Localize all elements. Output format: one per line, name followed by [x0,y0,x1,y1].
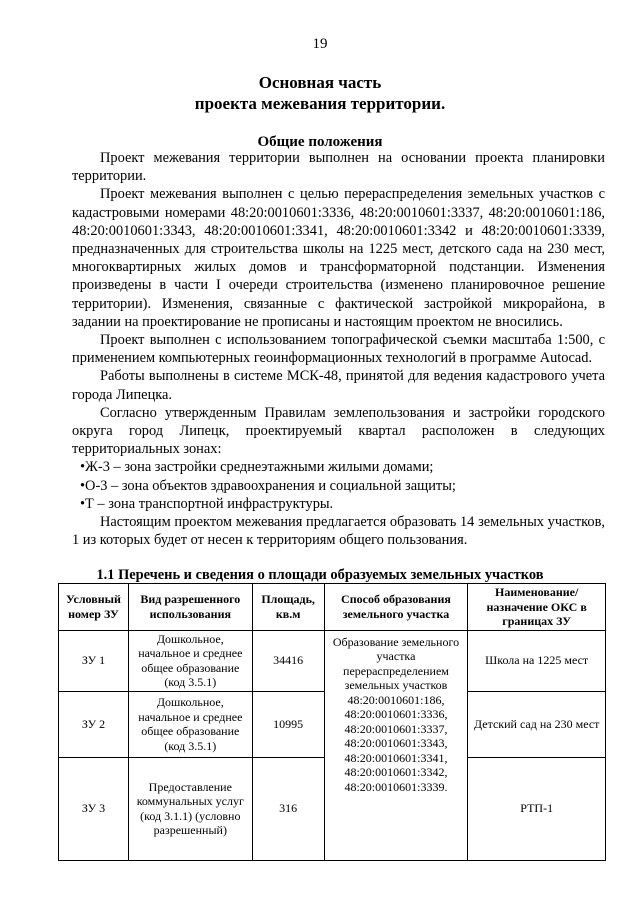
zone-list [72,458,605,513]
plot-area: 34416 [252,630,324,691]
permitted-use: Дошкольное, начальное и среднее общее образование (код 3.5.1) [128,630,252,691]
list-item [72,495,605,513]
column-header: Способ образования земельного участка [324,584,468,631]
table-header-row [59,584,606,631]
bullet-icon: • [80,495,86,512]
permitted-use: Дошкольное, начальное и среднее общее образование (код 3.5.1) [128,691,252,757]
paragraph: Работы выполнены в системе МСК-48, принятой для ведения кадастрового учета города Липецка. [72,368,605,403]
plot-area: 316 [252,757,324,860]
plot-number: ЗУ 2 [59,691,129,757]
bullet-icon: • [80,459,86,476]
plot-number: ЗУ 3 [59,757,129,860]
page-number: 19 [312,36,328,52]
object-purpose: РТП-1 [468,757,606,860]
object-purpose: Детский сад на 230 мест [468,691,606,757]
table-title: 1.1 Перечень и сведения о площади образуемых земельных участков [96,567,544,583]
column-header: Площадь, кв.м [252,584,324,631]
zone-text: Ж-3 – зона застройки среднеэтажными жилыми домами; [85,459,434,476]
list-item [72,477,605,495]
zone-text: О-3 – зона объектов здравоохранения и социальной защиты; [85,477,456,494]
title-line-2: проекта межевания территории. [194,94,446,113]
title-line-1: Основная часть [258,73,382,92]
zone-text: Т – зона транспортной инфраструктуры. [85,495,334,512]
body-text [72,149,605,549]
paragraph: Настоящим проектом межевания предлагается образовать 14 земельных участков, 1 из которых будет от несен к территориям общего пользования. [72,514,605,549]
table-row [59,630,606,691]
formation-method: Образование земельного участка перераспределением земельных участков 48:20:0010601:186, 48:20:0010601:3336, 48:20:0010601:3337, 48:20:0010601:3343, 48:20:0010601:3341, 48:20:0010601:3342, 48:20:0010601:3339. [324,630,468,860]
list-item [72,458,605,476]
section-heading: Общие положения [257,134,383,150]
plot-number: ЗУ 1 [59,630,129,691]
paragraph: Проект выполнен с использованием топографической съемки масштаба 1:500, с применением компьютерных геоинформационных технологий в программе Autocad. [72,332,605,367]
column-header: Вид разрешенного использования [128,584,252,631]
paragraph: Согласно утвержденным Правилам землепользования и застройки городского округа город Липецк, проектируемый квартал расположен в следующих территориальных зонах: [72,404,605,458]
bullet-icon: • [80,477,86,494]
document-title [0,72,640,114]
paragraph: Проект межевания выполнен с целью перераспределения земельных участков с кадастровыми номерами 48:20:0010601:3336, 48:20:0010601:3337, 48:20:0010601:186, 48:20:0010601:3343, 48:20:0010601:3341, 48:20:0010601:3342 и 48:20:0010601:3339, предназначенных для строительства школы на 1225 мест, детского сада на 230 мест, многоквартирных жилых домов и трансформаторной подстанции. Изменения произведены в части I очереди строительства (изменено планировочное решение территории). Изменения, связанные с фактической застройкой микрорайона, в задании на проектирование не прописаны и настоящим проектом не вносились. [72,186,605,330]
paragraph: Проект межевания территории выполнен на основании проекта планировки территории. [72,150,605,185]
permitted-use: Предоставление коммунальных услуг (код 3.1.1) (условно разрешенный) [128,757,252,860]
column-header: Условный номер ЗУ [59,584,129,631]
land-plots-table [58,583,606,861]
plot-area: 10995 [252,691,324,757]
object-purpose: Школа на 1225 мест [468,630,606,691]
column-header: Наименование/ назначение ОКС в границах ЗУ [468,584,606,631]
